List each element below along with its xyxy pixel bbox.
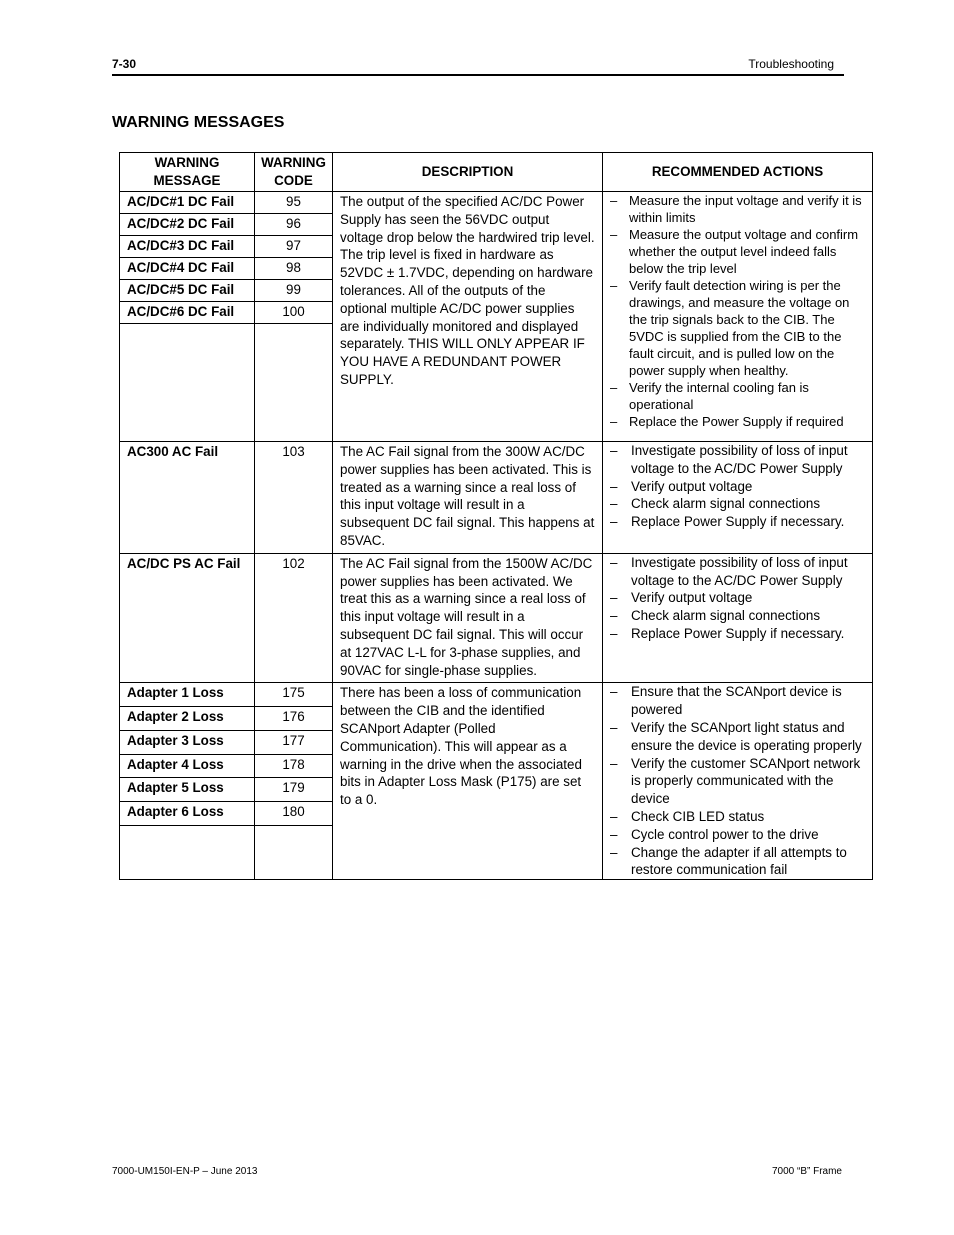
recommended-actions <box>603 192 873 442</box>
warning-code: 95 <box>255 192 333 214</box>
action-item: – Check alarm signal connections <box>608 495 868 513</box>
action-item: – Verify output voltage <box>608 478 868 496</box>
warning-message: Adapter 2 Loss <box>120 707 255 731</box>
action-item: – Measure the input voltage and verify it is within limits <box>608 192 868 226</box>
section-name: Troubleshooting <box>748 57 834 71</box>
recommended-actions <box>603 442 873 554</box>
action-item: – Change the adapter if all attempts to restore communication fail <box>608 844 868 880</box>
recommended-actions <box>603 683 873 880</box>
warning-message: Adapter 3 Loss <box>120 730 255 754</box>
page-number: 7-30 <box>112 57 137 71</box>
warning-message: Adapter 1 Loss <box>120 683 255 707</box>
header-warning-message: WARNING MESSAGE <box>120 153 255 192</box>
header-warning-code: WARNING CODE <box>255 153 333 192</box>
warning-code: 96 <box>255 214 333 236</box>
warning-message: AC300 AC Fail <box>120 442 255 554</box>
warning-code: 180 <box>255 802 333 826</box>
warning-code: 178 <box>255 754 333 778</box>
table-row <box>120 442 873 554</box>
header-rule <box>112 74 844 76</box>
warning-message: AC/DC#4 DC Fail <box>120 258 255 280</box>
table-header-row <box>120 153 873 192</box>
warning-description: The output of the specified AC/DC Power Supply has seen the 56VDC output voltage drop below the hardwired trip level. The trip level is fixed in hardware as 52VDC ± 1.7VDC, depending on hardware tolerances. All of the outputs of the optional multiple AC/DC power supplies are individually monitored and displayed separately. THIS WILL ONLY APPEAR IF YOU HAVE A REDUNDANT POWER SUPPLY. <box>333 192 603 442</box>
warning-message: AC/DC#1 DC Fail <box>120 192 255 214</box>
footer-doc-number: 7000-UM150I-EN-P – June 2013 <box>112 1166 258 1177</box>
action-item: – Replace Power Supply if necessary. <box>608 625 868 643</box>
action-item: – Investigate possibility of loss of input voltage to the AC/DC Power Supply <box>608 554 868 590</box>
action-item: – Ensure that the SCANport device is powered <box>608 683 868 719</box>
empty-cell <box>255 324 333 442</box>
warning-description: There has been a loss of communication between the CIB and the identified SCANport Adapter (Polled Communication). This will appear as a warning in the drive when the associated bits in Adapter Loss Mask (P175) are set to a 0. <box>333 683 603 880</box>
warning-code: 98 <box>255 258 333 280</box>
table-row <box>120 683 873 707</box>
warning-messages-table <box>119 152 873 880</box>
action-item: – Verify the SCANport light status and ensure the device is operating properly <box>608 719 868 755</box>
section-title: WARNING MESSAGES <box>112 114 285 131</box>
action-item: – Verify fault detection wiring is per the drawings, and measure the voltage on the trip signals back to the CIB. The 5VDC is supplied from the CIB to the fault circuit, and is pulled low on the power supply when healthy. <box>608 277 868 379</box>
empty-cell <box>120 826 255 880</box>
empty-cell <box>120 324 255 442</box>
action-item: – Check alarm signal connections <box>608 607 868 625</box>
empty-cell <box>255 826 333 880</box>
actions-list <box>608 554 868 643</box>
warning-code: 100 <box>255 302 333 324</box>
warning-code: 176 <box>255 707 333 731</box>
warning-message: Adapter 4 Loss <box>120 754 255 778</box>
action-item: – Verify output voltage <box>608 589 868 607</box>
warning-code: 102 <box>255 553 333 683</box>
warning-message: AC/DC PS AC Fail <box>120 553 255 683</box>
header-description: DESCRIPTION <box>333 153 603 192</box>
actions-list <box>608 442 868 531</box>
warning-code: 179 <box>255 778 333 802</box>
warning-message: AC/DC#3 DC Fail <box>120 236 255 258</box>
actions-list <box>608 192 868 430</box>
warning-message: Adapter 5 Loss <box>120 778 255 802</box>
warning-code: 175 <box>255 683 333 707</box>
warning-code: 99 <box>255 280 333 302</box>
recommended-actions <box>603 553 873 683</box>
action-item: – Verify the internal cooling fan is operational <box>608 379 868 413</box>
warning-description: The AC Fail signal from the 300W AC/DC power supplies has been activated. This is treated as a warning since a real loss of this input voltage will result in a subsequent DC fail signal. This happens at 85VAC. <box>333 442 603 554</box>
warning-message: AC/DC#5 DC Fail <box>120 280 255 302</box>
action-item: – Investigate possibility of loss of input voltage to the AC/DC Power Supply <box>608 442 868 478</box>
action-item: – Verify the customer SCANport network is properly communicated with the device <box>608 755 868 808</box>
warning-code: 103 <box>255 442 333 554</box>
action-item: – Replace Power Supply if necessary. <box>608 513 868 531</box>
warning-message: AC/DC#2 DC Fail <box>120 214 255 236</box>
header-recommended-actions: RECOMMENDED ACTIONS <box>603 153 873 192</box>
action-item: – Check CIB LED status <box>608 808 868 826</box>
action-item: – Cycle control power to the drive <box>608 826 868 844</box>
table-row <box>120 553 873 683</box>
warning-code: 177 <box>255 730 333 754</box>
warning-message: AC/DC#6 DC Fail <box>120 302 255 324</box>
warning-description: The AC Fail signal from the 1500W AC/DC power supplies has been activated. We treat this as a warning since a real loss of this input voltage will result in a subsequent DC fail signal. This will occur at 127VAC L-L for 3-phase supplies, and 90VAC for single-phase supplies. <box>333 553 603 683</box>
warning-message: Adapter 6 Loss <box>120 802 255 826</box>
footer-product: 7000 “B” Frame <box>771 1166 842 1177</box>
action-item: – Measure the output voltage and confirm whether the output level indeed falls below the trip level <box>608 226 868 277</box>
action-item: – Replace the Power Supply if required <box>608 413 868 430</box>
actions-list <box>608 683 868 879</box>
table-row <box>120 192 873 214</box>
warning-code: 97 <box>255 236 333 258</box>
